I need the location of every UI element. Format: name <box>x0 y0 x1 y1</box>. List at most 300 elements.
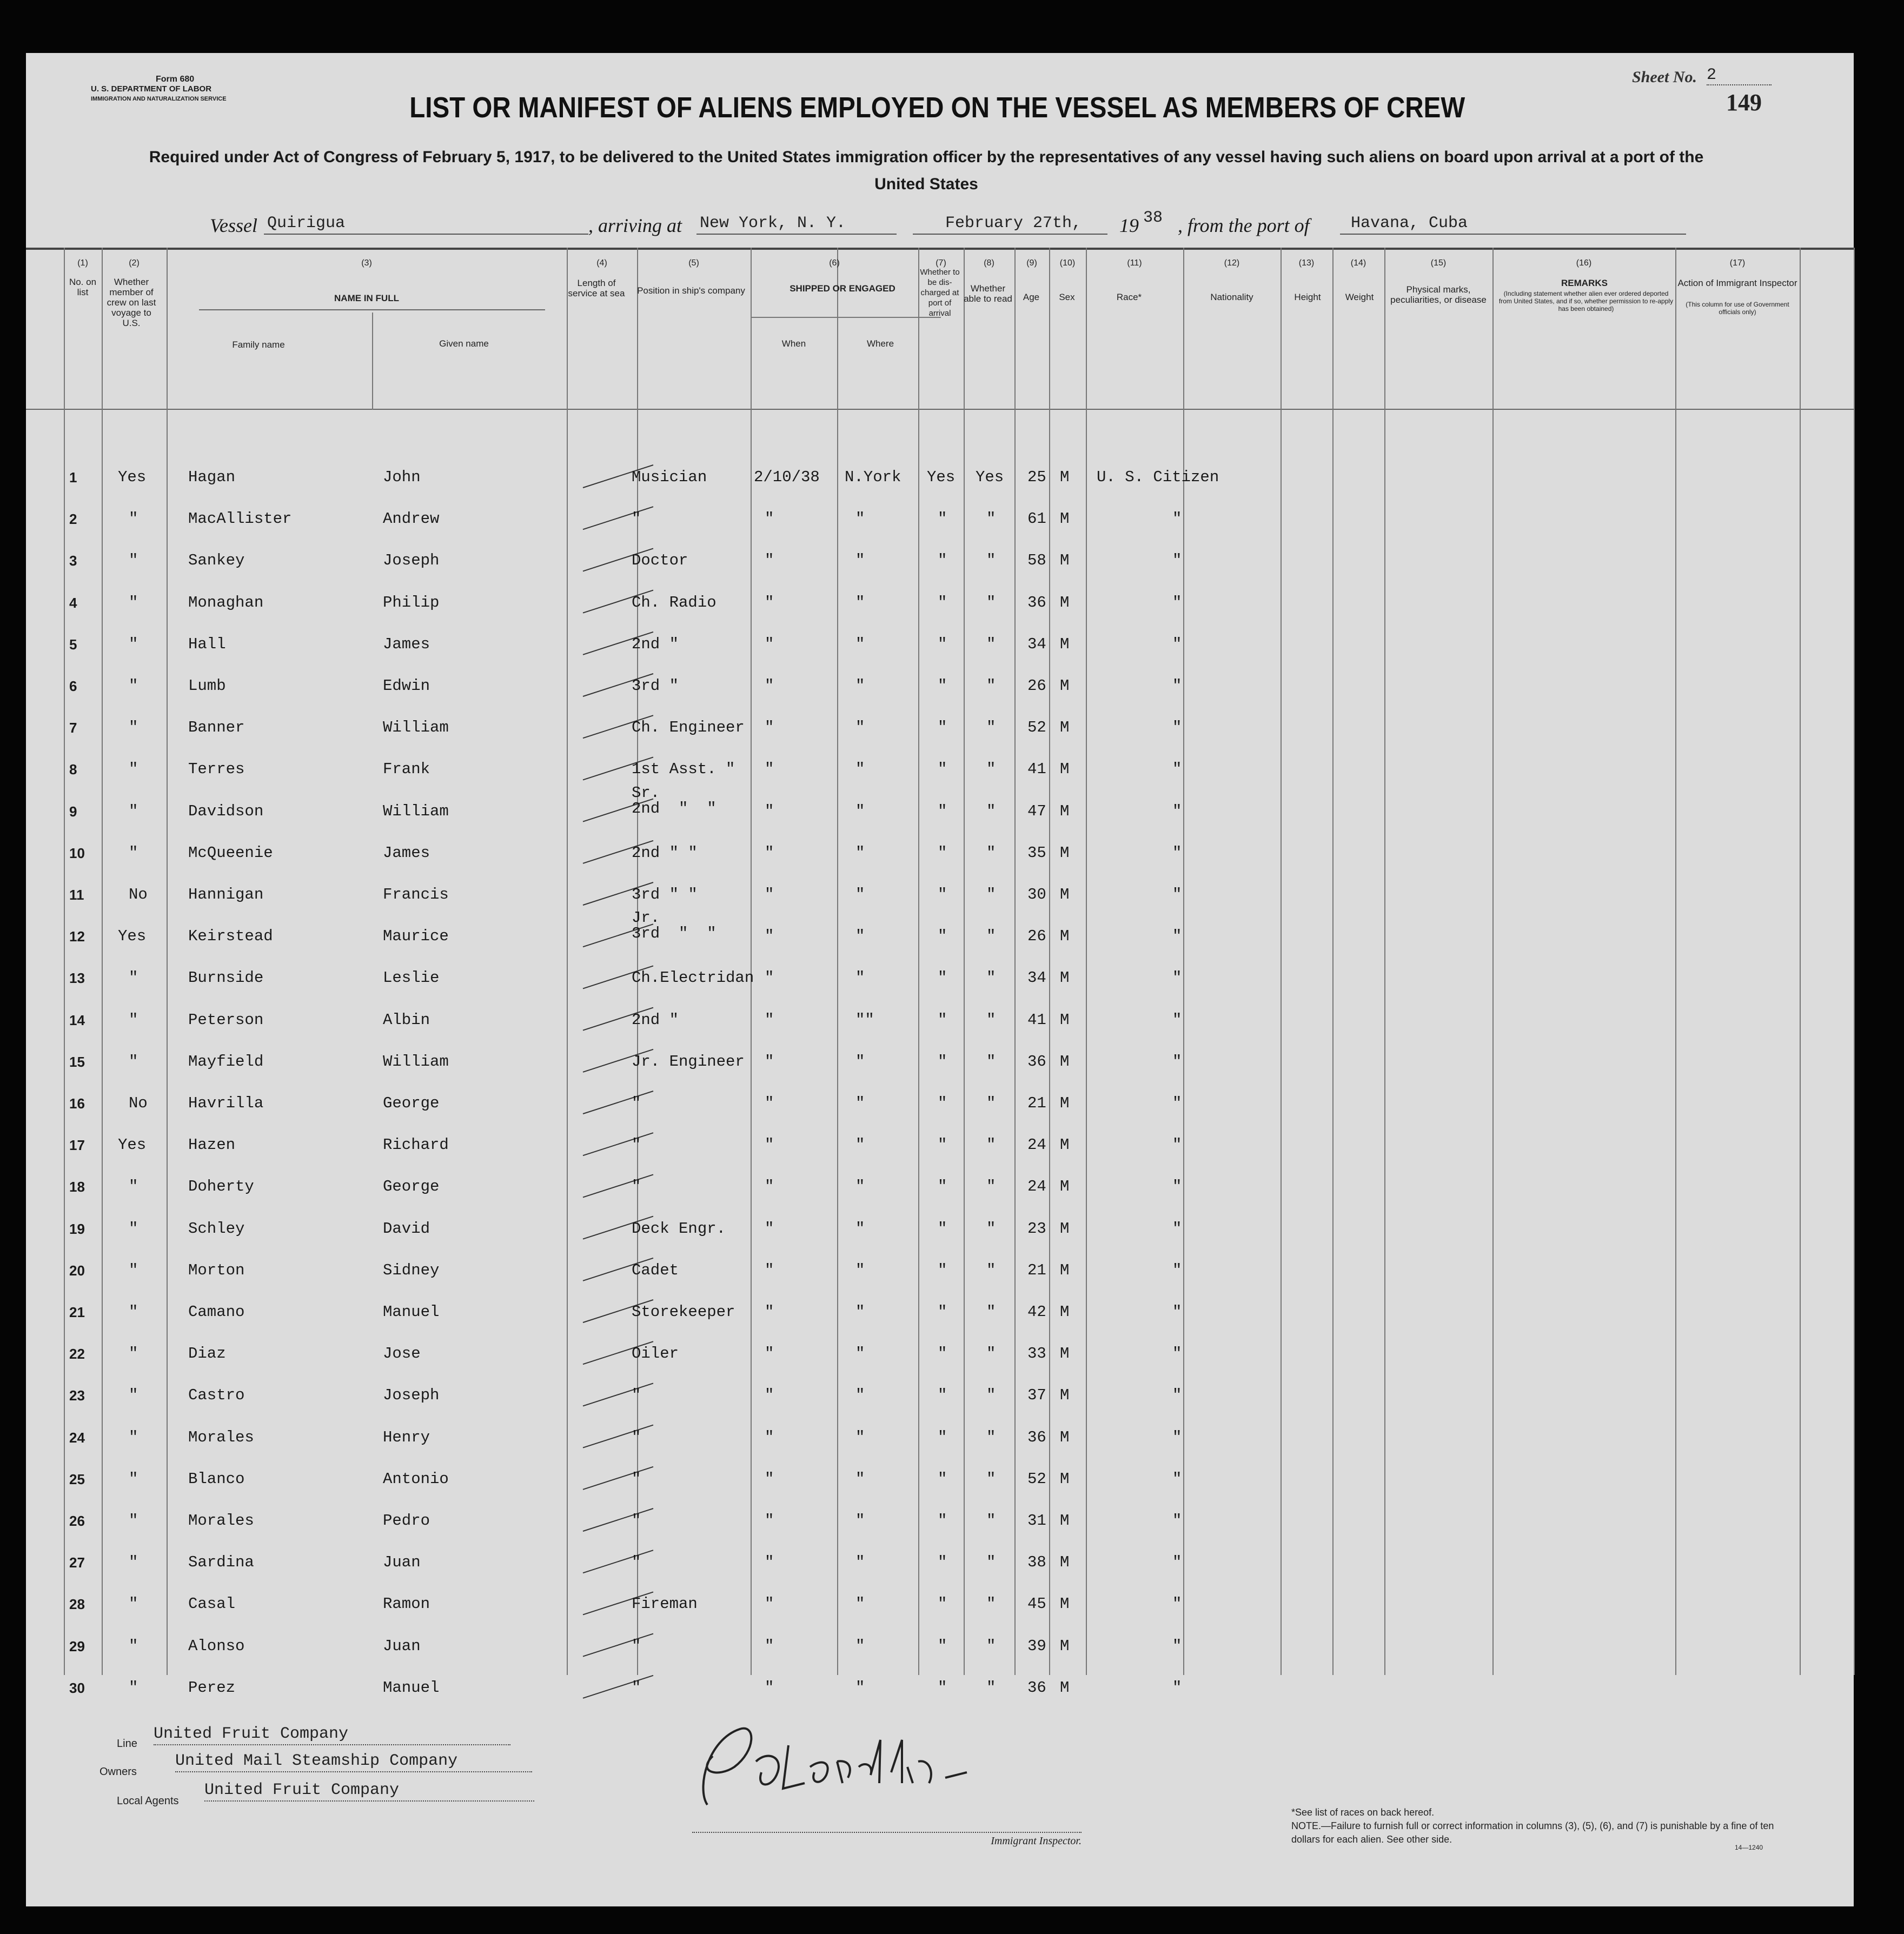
row-number: 12 <box>69 928 85 945</box>
shipped-where: " <box>855 760 865 779</box>
shipped-where: " <box>855 1261 865 1279</box>
sex: M <box>1060 1303 1070 1321</box>
line-value: United Fruit Company <box>154 1725 510 1745</box>
position: Ch.Electridan <box>632 969 754 987</box>
able-to-read: " <box>986 1595 996 1613</box>
race: " <box>1172 1470 1182 1488</box>
sex: M <box>1060 1637 1070 1655</box>
family-name: Banner <box>188 719 245 737</box>
given-name: George <box>383 1178 440 1196</box>
column-number: (3) <box>361 258 372 268</box>
shipped-where: " <box>855 1219 865 1238</box>
race: " <box>1172 760 1182 779</box>
footer <box>26 1675 1854 1902</box>
age: 36 <box>1027 1678 1046 1697</box>
sex: M <box>1060 802 1070 820</box>
given-name: Andrew <box>383 510 440 528</box>
shipped-where: " <box>855 1428 865 1446</box>
sex: M <box>1060 1470 1070 1488</box>
family-name: Perez <box>188 1678 236 1697</box>
discharged: " <box>938 843 947 862</box>
sex: M <box>1060 760 1070 779</box>
given-name: Edwin <box>383 677 430 695</box>
row-number: 30 <box>69 1679 85 1696</box>
able-to-read: " <box>986 802 996 820</box>
given-name: Jose <box>383 1345 421 1363</box>
able-to-read: " <box>986 1428 996 1446</box>
member-last-voyage: " <box>129 1428 138 1446</box>
line-label: Line <box>117 1738 137 1750</box>
header-family-name: Family name <box>232 340 285 350</box>
able-to-read: " <box>986 886 996 903</box>
age: 23 <box>1027 1219 1046 1238</box>
race: " <box>1172 1637 1182 1655</box>
sheet-number: 2 <box>1707 66 1772 85</box>
shipped-when: " <box>765 677 774 695</box>
discharged: " <box>938 969 947 987</box>
position: Sr. 2nd " " <box>632 783 717 818</box>
race: " <box>1172 1595 1182 1613</box>
header-remarks: REMARKS <box>1561 278 1608 288</box>
age: 52 <box>1027 1470 1046 1488</box>
column-number: (5) <box>688 258 699 268</box>
family-name: Diaz <box>188 1345 226 1363</box>
given-name: Manuel <box>383 1303 440 1321</box>
column-rule <box>1800 248 1801 1675</box>
member-last-voyage: " <box>129 635 138 653</box>
position: " <box>632 510 641 528</box>
member-last-voyage: " <box>129 1637 138 1655</box>
sex: M <box>1060 593 1070 612</box>
member-last-voyage: " <box>129 843 138 862</box>
age: 33 <box>1027 1345 1046 1363</box>
shipped-when: " <box>765 927 774 946</box>
shipped-when: 2/10/38 <box>754 468 820 486</box>
family-name: Hannigan <box>188 886 264 903</box>
shipped-where: " <box>855 510 865 528</box>
position: " <box>632 1428 641 1446</box>
shipped-when: " <box>765 843 774 862</box>
sex: M <box>1060 719 1070 737</box>
able-to-read: " <box>986 1637 996 1655</box>
position: Jr. Engineer <box>632 1052 745 1071</box>
shipped-when: " <box>765 1011 774 1029</box>
member-last-voyage: Yes <box>118 1136 147 1154</box>
member-last-voyage: " <box>129 1512 138 1530</box>
column-rule <box>64 248 65 1675</box>
inspector-label: Immigrant Inspector. <box>692 1832 1082 1847</box>
discharged: " <box>938 1094 947 1112</box>
shipped-when: " <box>765 1136 774 1154</box>
race: " <box>1172 635 1182 653</box>
member-last-voyage: " <box>129 1261 138 1279</box>
header-weight: Weight <box>1345 292 1374 302</box>
member-last-voyage: Yes <box>118 927 147 946</box>
able-to-read: " <box>986 1136 996 1154</box>
able-to-read: " <box>986 1678 996 1697</box>
discharged: " <box>938 927 947 946</box>
member-last-voyage: " <box>129 1052 138 1071</box>
row-number: 9 <box>69 803 77 820</box>
form-number: Form 680 <box>156 75 195 84</box>
member-last-voyage: " <box>129 719 138 737</box>
shipped-where: " <box>855 1052 865 1071</box>
row-number: 13 <box>69 970 85 987</box>
column-rule <box>1183 248 1184 1675</box>
service-check-mark <box>583 1383 653 1406</box>
family-name: McQueenie <box>188 843 273 862</box>
given-name: John <box>383 468 421 486</box>
given-name: James <box>383 843 430 862</box>
page-title: LIST OR MANIFEST OF ALIENS EMPLOYED ON THE VESSEL AS MEMBERS OF CREW <box>409 91 1465 124</box>
column-number: (12) <box>1224 258 1240 268</box>
sex: M <box>1060 927 1070 946</box>
discharged: " <box>938 1428 947 1446</box>
race: " <box>1172 927 1182 946</box>
shipped-where: " <box>855 635 865 653</box>
given-name: Henry <box>383 1428 430 1446</box>
shipped-when: " <box>765 1094 774 1112</box>
department: U. S. DEPARTMENT OF LABOR <box>91 84 212 94</box>
discharged: " <box>938 1553 947 1572</box>
row-number: 26 <box>69 1513 85 1529</box>
header-discharged: Whether to be dis-charged at port of arrival <box>920 268 960 318</box>
shipped-where: " <box>855 1470 865 1488</box>
race: " <box>1172 1261 1182 1279</box>
race: " <box>1172 1428 1182 1446</box>
race: " <box>1172 1052 1182 1071</box>
column-number: (8) <box>984 258 994 268</box>
discharged: " <box>938 1219 947 1238</box>
discharged: " <box>938 593 947 612</box>
age: 42 <box>1027 1303 1046 1321</box>
service-check-mark <box>583 1133 653 1155</box>
column-rule <box>1854 248 1855 1675</box>
sex: M <box>1060 843 1070 862</box>
age: 36 <box>1027 593 1046 612</box>
position: " <box>632 1136 641 1154</box>
shipped-where: " <box>855 1303 865 1321</box>
column-rule <box>1049 248 1050 1675</box>
race: " <box>1172 969 1182 987</box>
discharged: " <box>938 1136 947 1154</box>
age: 39 <box>1027 1637 1046 1655</box>
shipped-when: " <box>765 1219 774 1238</box>
family-name: Morales <box>188 1512 254 1530</box>
shipped-where: " <box>855 1595 865 1613</box>
age: 58 <box>1027 551 1046 570</box>
row-number: 20 <box>69 1262 85 1279</box>
row-number: 23 <box>69 1387 85 1404</box>
vessel-label: Vessel <box>210 215 257 236</box>
vessel-line <box>26 209 1854 241</box>
position: " <box>632 1470 641 1488</box>
given-name: Juan <box>383 1553 421 1572</box>
service-check-mark <box>583 1634 653 1657</box>
sex: M <box>1060 1011 1070 1029</box>
arriving-at: New York, N. Y. <box>696 214 897 235</box>
able-to-read: " <box>986 1178 996 1196</box>
position: Musician <box>632 468 707 486</box>
age: 61 <box>1027 510 1046 528</box>
row-number: 19 <box>69 1220 85 1237</box>
family-name: Morales <box>188 1428 254 1446</box>
header-no-on-list: No. on list <box>69 277 97 297</box>
able-to-read: " <box>986 760 996 779</box>
discharged: " <box>938 1303 947 1321</box>
discharged: " <box>938 1512 947 1530</box>
discharged: " <box>938 719 947 737</box>
family-name: Camano <box>188 1303 245 1321</box>
shipped-where: " <box>855 1553 865 1572</box>
race: " <box>1172 1303 1182 1321</box>
sex: M <box>1060 1553 1070 1572</box>
row-number: 3 <box>69 553 77 569</box>
arrival-date: February 27th, <box>913 214 1107 235</box>
owners-value: United Mail Steamship Company <box>175 1752 532 1772</box>
age: 45 <box>1027 1595 1046 1613</box>
column-number: (11) <box>1127 258 1142 268</box>
age: 52 <box>1027 719 1046 737</box>
discharged: " <box>938 677 947 695</box>
header-bottom-rule <box>26 409 1854 410</box>
position: 2nd " " <box>632 843 698 862</box>
member-last-voyage: " <box>129 1178 138 1196</box>
family-name: Hagan <box>188 468 236 486</box>
able-to-read: " <box>986 593 996 612</box>
position: 3rd " <box>632 677 679 695</box>
age: 25 <box>1027 468 1046 486</box>
column-rule <box>837 248 838 1675</box>
sex: M <box>1060 1595 1070 1613</box>
shipped-where: " <box>855 677 865 695</box>
header-sex: Sex <box>1059 292 1075 302</box>
sex: M <box>1060 1136 1070 1154</box>
year-suffix: 38 <box>1143 209 1163 227</box>
family-name: Hazen <box>188 1136 236 1154</box>
shipped-where: " <box>855 1678 865 1697</box>
position: Ch. Engineer <box>632 719 745 737</box>
position: Storekeeper <box>632 1303 735 1321</box>
able-to-read: " <box>986 719 996 737</box>
position: 1st Asst. " <box>632 760 735 779</box>
shipped-where: " <box>855 843 865 862</box>
when-where-rule <box>837 318 838 410</box>
shipped-where: " <box>855 551 865 570</box>
race: " <box>1172 1512 1182 1530</box>
age: 36 <box>1027 1428 1046 1446</box>
row-number: 6 <box>69 678 77 694</box>
member-last-voyage: Yes <box>118 468 147 486</box>
position: " <box>632 1678 641 1697</box>
shipped-where: " <box>855 886 865 903</box>
discharged: " <box>938 802 947 820</box>
races-note: *See list of races on back hereof. <box>1291 1807 1435 1818</box>
age: 38 <box>1027 1553 1046 1572</box>
shipped-where: " <box>855 719 865 737</box>
given-name: Joseph <box>383 1386 440 1405</box>
shipped-when: " <box>765 1261 774 1279</box>
column-rule <box>102 248 103 1675</box>
header-when: When <box>781 338 806 349</box>
sex: M <box>1060 1386 1070 1405</box>
shipped-where: " <box>855 802 865 820</box>
able-to-read: " <box>986 1219 996 1238</box>
shipped-when: " <box>765 719 774 737</box>
position: " <box>632 1553 641 1572</box>
race: " <box>1172 1553 1182 1572</box>
shipped-where: " <box>855 1345 865 1363</box>
age: 31 <box>1027 1512 1046 1530</box>
member-last-voyage: " <box>129 1303 138 1321</box>
shipped-when: " <box>765 593 774 612</box>
sex: M <box>1060 1512 1070 1530</box>
position: " <box>632 1178 641 1196</box>
race: " <box>1172 1178 1182 1196</box>
row-number: 4 <box>69 594 77 611</box>
shipped-when: " <box>765 1595 774 1613</box>
given-name: William <box>383 719 449 737</box>
shipped-when: " <box>765 1386 774 1405</box>
able-to-read: Yes <box>976 468 1004 486</box>
position: 2nd " <box>632 1011 679 1029</box>
position: " <box>632 1386 641 1405</box>
able-to-read: " <box>986 1303 996 1321</box>
row-number: 21 <box>69 1304 85 1320</box>
arriving-label: , arriving at <box>588 215 682 236</box>
row-number: 10 <box>69 845 85 861</box>
able-to-read: " <box>986 1553 996 1572</box>
column-number: (7) <box>936 258 946 268</box>
service-check-mark <box>583 1425 653 1448</box>
able-to-read: " <box>986 1011 996 1029</box>
member-last-voyage: No <box>129 1094 148 1112</box>
able-to-read: " <box>986 1512 996 1530</box>
shipped-when: " <box>765 1052 774 1071</box>
row-number: 22 <box>69 1346 85 1363</box>
column-number: (17) <box>1729 258 1746 268</box>
discharged: " <box>938 1261 947 1279</box>
able-to-read: " <box>986 551 996 570</box>
row-number: 5 <box>69 636 77 653</box>
given-name: Francis <box>383 886 449 903</box>
able-to-read: " <box>986 1094 996 1112</box>
race: " <box>1172 1386 1182 1405</box>
given-name: Richard <box>383 1136 449 1154</box>
subtitle: Required under Act of Congress of February 5, 1917, to be delivered to the United States immigration officer by the representatives of any vessel having such aliens on board upon arrival at a port of the United States <box>149 148 1704 193</box>
age: 41 <box>1027 760 1046 779</box>
age: 35 <box>1027 843 1046 862</box>
from-label: , from the port of <box>1178 215 1310 236</box>
age: 21 <box>1027 1094 1046 1112</box>
member-last-voyage: " <box>129 551 138 570</box>
given-name: Juan <box>383 1637 421 1655</box>
able-to-read: " <box>986 927 996 946</box>
sex: M <box>1060 969 1070 987</box>
column-rule <box>1086 248 1087 1675</box>
header-shipped-or-engaged: SHIPPED OR ENGAGED <box>790 283 895 294</box>
discharged: " <box>938 1052 947 1071</box>
age: 34 <box>1027 969 1046 987</box>
column-rule <box>964 248 965 1675</box>
family-name: Terres <box>188 760 245 779</box>
sex: M <box>1060 1219 1070 1238</box>
row-number: 27 <box>69 1554 85 1571</box>
position: Ch. Radio <box>632 593 717 612</box>
service-check-mark <box>583 1508 653 1531</box>
given-name: William <box>383 1052 449 1071</box>
owners-label: Owners <box>99 1766 137 1778</box>
given-name: Pedro <box>383 1512 430 1530</box>
member-last-voyage: " <box>129 1470 138 1488</box>
row-number: 8 <box>69 761 77 778</box>
given-name: Philip <box>383 593 440 612</box>
discharged: " <box>938 1178 947 1196</box>
family-name: Davidson <box>188 802 264 820</box>
given-name: Sidney <box>383 1261 440 1279</box>
shipped-where: " <box>855 1637 865 1655</box>
row-number: 11 <box>69 887 84 903</box>
manifest-sheet <box>26 53 1854 1906</box>
age: 24 <box>1027 1178 1046 1196</box>
age: 21 <box>1027 1261 1046 1279</box>
race: " <box>1172 1678 1182 1697</box>
member-last-voyage: " <box>129 760 138 779</box>
shipped-where: " <box>855 1094 865 1112</box>
header-member-last-voyage: Whether member of crew on last voyage to U.S. <box>107 277 156 328</box>
family-name: Sankey <box>188 551 245 570</box>
row-number: 14 <box>69 1012 85 1028</box>
discharged: " <box>938 1345 947 1363</box>
race: " <box>1172 719 1182 737</box>
position: Cadet <box>632 1261 679 1279</box>
member-last-voyage: " <box>129 1595 138 1613</box>
discharged: " <box>938 1470 947 1488</box>
sex: M <box>1060 1428 1070 1446</box>
column-number: (1) <box>77 258 88 268</box>
header-given-name: Given name <box>439 338 489 349</box>
column-rule <box>167 248 168 1675</box>
name-split-rule <box>372 313 373 410</box>
column-rule <box>1675 248 1676 1675</box>
header-physical-marks: Physical marks, peculiarities, or disease <box>1390 284 1487 305</box>
age: 26 <box>1027 677 1046 695</box>
member-last-voyage: " <box>129 1345 138 1363</box>
family-name: Havrilla <box>188 1094 264 1112</box>
shipped-when: " <box>765 760 774 779</box>
inspector-signature <box>675 1707 978 1826</box>
given-name: Frank <box>383 760 430 779</box>
shipped-when: " <box>765 1345 774 1363</box>
shipped-when: " <box>765 1553 774 1572</box>
discharged: " <box>938 635 947 653</box>
header-name-in-full: NAME IN FULL <box>334 293 399 303</box>
family-name: Mayfield <box>188 1052 264 1071</box>
able-to-read: " <box>986 1470 996 1488</box>
able-to-read: " <box>986 843 996 862</box>
sex: M <box>1060 677 1070 695</box>
position: Fireman <box>632 1595 698 1613</box>
header-height: Height <box>1294 292 1321 302</box>
column-number: (9) <box>1026 258 1037 268</box>
shipped-where: N.York <box>845 468 901 486</box>
row-number: 15 <box>69 1053 85 1070</box>
shipped-where: " <box>855 1386 865 1405</box>
service-check-mark <box>583 1550 653 1573</box>
shipped-when: " <box>765 1678 774 1697</box>
age: 34 <box>1027 635 1046 653</box>
family-name: Casal <box>188 1595 236 1613</box>
